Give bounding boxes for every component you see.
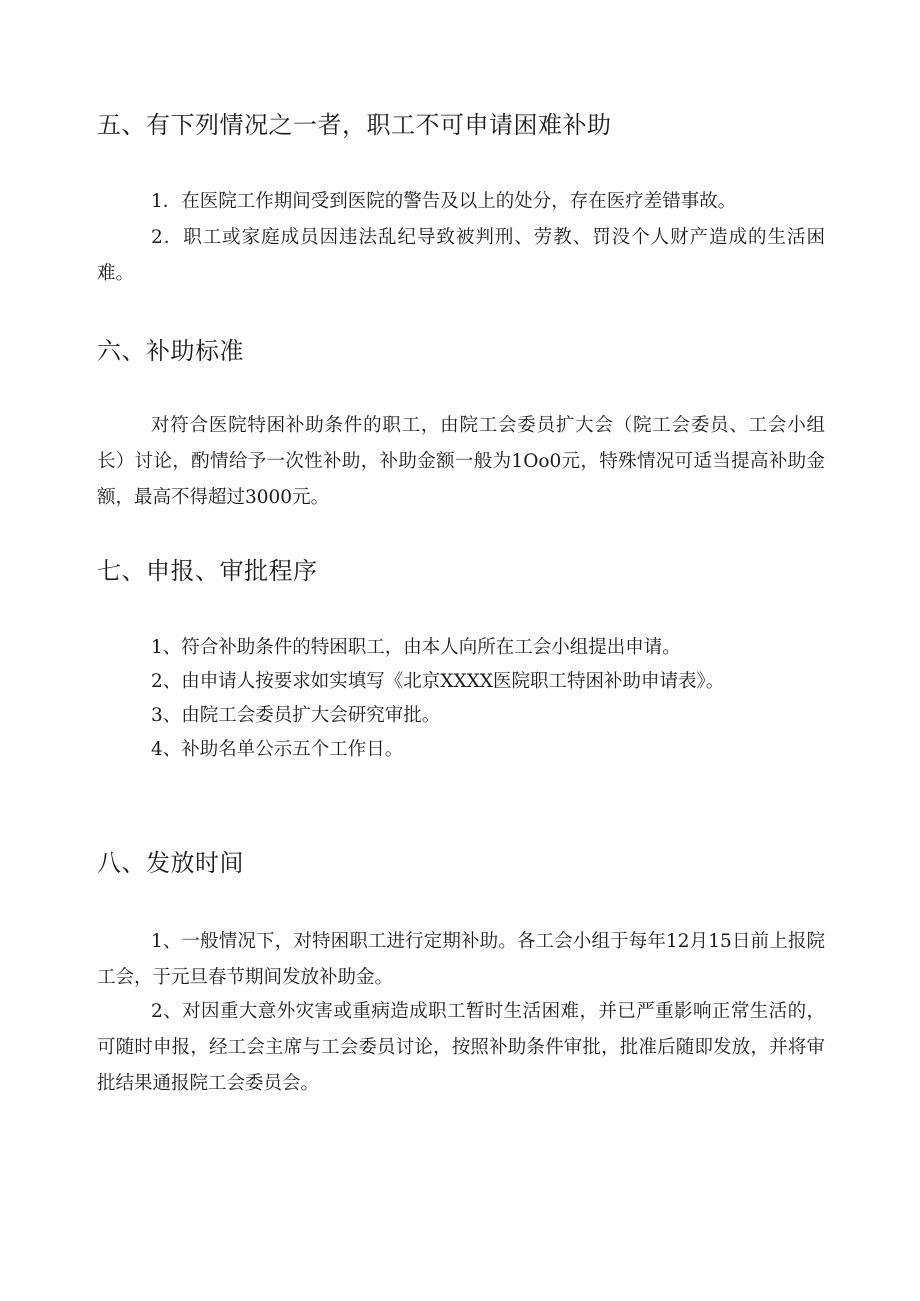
section-heading-6: 六、补助标准	[97, 337, 244, 365]
section-8-item-2: 2、对因重大意外灾害或重病造成职工暂时生活困难，并已严重影响正常生活的，可随时申报，经工会主席与工会委员讨论，按照补助条件审批，批准后随即发放，并将审批结果通报院工会委员会。	[97, 1001, 825, 1094]
section-7-item-4: 4、补助名单公示五个工作日。	[151, 739, 404, 760]
section-8-item-1: 1、一般情况下，对特困职工进行定期补助。各工会小组于每年12月15日前上报院工会，于元旦春节期间发放补助金。	[97, 931, 825, 988]
section-heading-7: 七、申报、审批程序	[97, 557, 318, 585]
section-heading-5: 五、有下列情况之一者，职工不可申请困难补助	[97, 111, 612, 139]
section-7-item-2: 2、由申请人按要求如实填写《北京XXXX医院职工特困补助申请表》。	[151, 671, 725, 692]
section-5-item-1: 1．在医院工作期间受到医院的警告及以上的处分，存在医疗差错事故。	[151, 191, 737, 212]
section-7-item-3: 3、由院工会委员扩大会研究审批。	[151, 705, 441, 726]
section-heading-8: 八、发放时间	[97, 849, 244, 877]
section-7-item-1: 1、符合补助条件的特困职工，由本人向所在工会小组提出申请。	[151, 637, 681, 658]
section-6-paragraph: 对符合医院特困补助条件的职工，由院工会委员扩大会（院工会委员、工会小组长）讨论，酌情给予一次性补助，补助金额一般为1Oo0元，特殊情况可适当提高补助金额，最高不得超过3000元。	[97, 415, 825, 508]
section-5-item-2: 2．职工或家庭成员因违法乱纪导致被判刑、劳教、罚没个人财产造成的生活困难。	[97, 227, 825, 284]
